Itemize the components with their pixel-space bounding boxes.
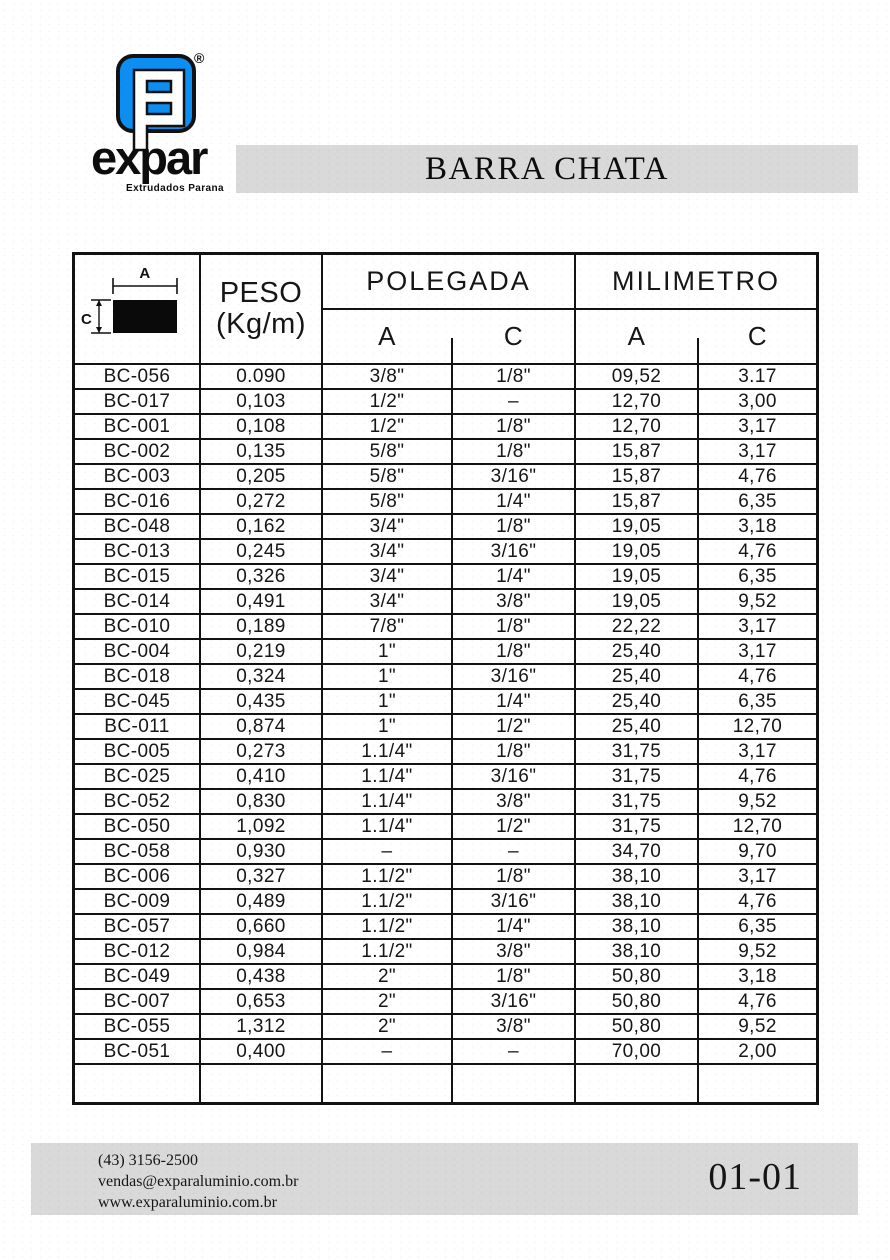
table-cell-r25-c2: 2" — [323, 990, 451, 1013]
table-cell-r6-c0: BC-048 — [75, 515, 199, 538]
spec-table — [72, 252, 819, 1105]
table-cell-r13-c1: 0,435 — [201, 690, 321, 713]
brand-tagline: Extrudados Parana — [126, 183, 224, 194]
table-cell-r3-c5: 3,17 — [699, 440, 816, 463]
table-cell-r14-c3: 1/2" — [453, 715, 574, 738]
table-cell-r5-c2: 5/8" — [323, 490, 451, 513]
table-cell-r13-c0: BC-045 — [75, 690, 199, 713]
profile-diagram-cell — [75, 255, 199, 363]
table-cell-r24-c3: 1/8" — [453, 965, 574, 988]
table-cell-r4-c3: 3/16" — [453, 465, 574, 488]
table-cell-r26-c3: 3/8" — [453, 1015, 574, 1038]
table-cell-r19-c1: 0,930 — [201, 840, 321, 863]
table-cell-r27-c5: 2,00 — [699, 1040, 816, 1063]
table-cell-r21-c1: 0,489 — [201, 890, 321, 913]
table-cell-r9-c0: BC-014 — [75, 590, 199, 613]
table-cell-r11-c3: 1/8" — [453, 640, 574, 663]
table-cell-r4-c1: 0,205 — [201, 465, 321, 488]
table-cell-r7-c0: BC-013 — [75, 540, 199, 563]
table-cell-r2-c5: 3,17 — [699, 415, 816, 438]
page-number: 01-01 — [708, 1156, 802, 1198]
table-cell-r19-c5: 9,70 — [699, 840, 816, 863]
table-cell-r15-c4: 31,75 — [576, 740, 697, 763]
table-cell-r14-c4: 25,40 — [576, 715, 697, 738]
table-cell-r24-c4: 50,80 — [576, 965, 697, 988]
table-cell-r5-c0: BC-016 — [75, 490, 199, 513]
table-cell-r20-c5: 3,17 — [699, 865, 816, 888]
table-cell-r2-c2: 1/2" — [323, 415, 451, 438]
table-cell-r24-c2: 2" — [323, 965, 451, 988]
table-cell-r9-c1: 0,491 — [201, 590, 321, 613]
table-cell-r8-c5: 6,35 — [699, 565, 816, 588]
group-header-polegada: POLEGADA — [323, 255, 574, 308]
table-cell-r15-c0: BC-005 — [75, 740, 199, 763]
table-cell-r9-c2: 3/4" — [323, 590, 451, 613]
footer-website: www.exparaluminio.com.br — [98, 1194, 277, 1211]
table-cell-r7-c4: 19,05 — [576, 540, 697, 563]
table-cell-r10-c5: 3,17 — [699, 615, 816, 638]
table-cell-r8-c4: 19,05 — [576, 565, 697, 588]
table-cell-r4-c2: 5/8" — [323, 465, 451, 488]
table-cell-r1-c0: BC-017 — [75, 390, 199, 413]
table-cell-r27-c1: 0,400 — [201, 1040, 321, 1063]
table-cell-r13-c5: 6,35 — [699, 690, 816, 713]
flat-bar-profile-icon — [77, 258, 197, 360]
table-cell-r5-c5: 6,35 — [699, 490, 816, 513]
subheader-polegada-c: C — [503, 321, 524, 351]
table-cell-r4-c4: 15,87 — [576, 465, 697, 488]
table-cell-r4-c5: 4,76 — [699, 465, 816, 488]
table-cell-r22-c3: 1/4" — [453, 915, 574, 938]
table-cell-r23-c3: 3/8" — [453, 940, 574, 963]
table-cell-r22-c4: 38,10 — [576, 915, 697, 938]
table-cell-r10-c3: 1/8" — [453, 615, 574, 638]
table-cell-r25-c3: 3/16" — [453, 990, 574, 1013]
table-cell-r14-c2: 1" — [323, 715, 451, 738]
footer-bar — [31, 1143, 858, 1215]
table-cell-r19-c3: – — [453, 840, 574, 863]
table-cell-r24-c0: BC-049 — [75, 965, 199, 988]
table-cell-r20-c4: 38,10 — [576, 865, 697, 888]
table-cell-r24-c1: 0,438 — [201, 965, 321, 988]
table-cell-r15-c5: 3,17 — [699, 740, 816, 763]
table-cell-r18-c5: 12,70 — [699, 815, 816, 838]
table-empty-cell-c2 — [323, 1065, 451, 1102]
table-cell-r26-c5: 9,52 — [699, 1015, 816, 1038]
table-cell-r20-c1: 0,327 — [201, 865, 321, 888]
table-cell-r11-c0: BC-004 — [75, 640, 199, 663]
table-cell-r1-c2: 1/2" — [323, 390, 451, 413]
table-cell-r14-c5: 12,70 — [699, 715, 816, 738]
subheader-milimetro — [576, 310, 816, 363]
subheader-milimetro-c: C — [747, 321, 768, 351]
table-cell-r25-c4: 50,80 — [576, 990, 697, 1013]
group-header-milimetro: MILIMETRO — [576, 255, 816, 308]
table-cell-r27-c3: – — [453, 1040, 574, 1063]
table-cell-r24-c5: 3,18 — [699, 965, 816, 988]
registered-trademark-icon: ® — [194, 50, 205, 66]
table-cell-r11-c1: 0,219 — [201, 640, 321, 663]
contact-block — [98, 1150, 298, 1213]
table-cell-r10-c1: 0,189 — [201, 615, 321, 638]
table-cell-r16-c4: 31,75 — [576, 765, 697, 788]
table-cell-r26-c4: 50,80 — [576, 1015, 697, 1038]
table-cell-r17-c0: BC-052 — [75, 790, 199, 813]
table-cell-r21-c5: 4,76 — [699, 890, 816, 913]
table-cell-r7-c3: 3/16" — [453, 540, 574, 563]
table-cell-r25-c0: BC-007 — [75, 990, 199, 1013]
table-cell-r0-c1: 0.090 — [201, 365, 321, 388]
table-cell-r6-c5: 3,18 — [699, 515, 816, 538]
table-cell-r20-c0: BC-006 — [75, 865, 199, 888]
table-cell-r2-c0: BC-001 — [75, 415, 199, 438]
table-cell-r19-c4: 34,70 — [576, 840, 697, 863]
table-empty-cell-c4 — [576, 1065, 697, 1102]
table-cell-r27-c4: 70,00 — [576, 1040, 697, 1063]
subheader-divider-tick — [451, 338, 453, 363]
diagram-height-label: C — [81, 311, 93, 328]
diagram-width-label: A — [139, 265, 151, 282]
page-title: BARRA CHATA — [425, 150, 669, 187]
table-cell-r21-c3: 3/16" — [453, 890, 574, 913]
table-cell-r20-c2: 1.1/2" — [323, 865, 451, 888]
table-cell-r3-c2: 5/8" — [323, 440, 451, 463]
table-cell-r14-c0: BC-011 — [75, 715, 199, 738]
table-cell-r16-c5: 4,76 — [699, 765, 816, 788]
table-cell-r9-c3: 3/8" — [453, 590, 574, 613]
table-cell-r16-c3: 3/16" — [453, 765, 574, 788]
table-cell-r13-c2: 1" — [323, 690, 451, 713]
table-cell-r17-c2: 1.1/4" — [323, 790, 451, 813]
table-cell-r18-c3: 1/2" — [453, 815, 574, 838]
peso-header-cell — [201, 255, 321, 363]
table-cell-r21-c2: 1.1/2" — [323, 890, 451, 913]
table-cell-r5-c1: 0,272 — [201, 490, 321, 513]
table-cell-r2-c1: 0,108 — [201, 415, 321, 438]
table-cell-r19-c0: BC-058 — [75, 840, 199, 863]
table-cell-r0-c4: 09,52 — [576, 365, 697, 388]
table-cell-r0-c2: 3/8" — [323, 365, 451, 388]
table-cell-r27-c2: – — [323, 1040, 451, 1063]
table-cell-r6-c1: 0,162 — [201, 515, 321, 538]
table-cell-r18-c2: 1.1/4" — [323, 815, 451, 838]
table-cell-r1-c1: 0,103 — [201, 390, 321, 413]
table-cell-r11-c4: 25,40 — [576, 640, 697, 663]
table-cell-r23-c4: 38,10 — [576, 940, 697, 963]
table-cell-r15-c2: 1.1/4" — [323, 740, 451, 763]
table-cell-r12-c2: 1" — [323, 665, 451, 688]
table-cell-r22-c5: 6,35 — [699, 915, 816, 938]
table-cell-r22-c2: 1.1/2" — [323, 915, 451, 938]
table-cell-r15-c1: 0,273 — [201, 740, 321, 763]
table-cell-r4-c0: BC-003 — [75, 465, 199, 488]
table-cell-r26-c2: 2" — [323, 1015, 451, 1038]
table-cell-r12-c3: 3/16" — [453, 665, 574, 688]
brand-wordmark: expar — [91, 131, 207, 184]
table-empty-cell-c3 — [453, 1065, 574, 1102]
table-cell-r13-c3: 1/4" — [453, 690, 574, 713]
table-cell-r23-c1: 0,984 — [201, 940, 321, 963]
table-empty-cell-c5 — [699, 1065, 816, 1102]
title-bar — [236, 145, 858, 193]
subheader-milimetro-a: A — [627, 321, 646, 351]
table-cell-r26-c1: 1,312 — [201, 1015, 321, 1038]
table-cell-r9-c4: 19,05 — [576, 590, 697, 613]
table-cell-r12-c0: BC-018 — [75, 665, 199, 688]
table-cell-r10-c4: 22,22 — [576, 615, 697, 638]
table-cell-r26-c0: BC-055 — [75, 1015, 199, 1038]
table-cell-r6-c2: 3/4" — [323, 515, 451, 538]
table-cell-r9-c5: 9,52 — [699, 590, 816, 613]
table-cell-r0-c0: BC-056 — [75, 365, 199, 388]
table-cell-r17-c3: 3/8" — [453, 790, 574, 813]
table-cell-r13-c4: 25,40 — [576, 690, 697, 713]
table-cell-r6-c3: 1/8" — [453, 515, 574, 538]
table-cell-r12-c5: 4,76 — [699, 665, 816, 688]
table-empty-cell-c1 — [201, 1065, 321, 1102]
peso-header-line1: PESO — [219, 276, 303, 309]
table-cell-r22-c1: 0,660 — [201, 915, 321, 938]
table-cell-r1-c5: 3,00 — [699, 390, 816, 413]
expar-logo — [0, 0, 260, 210]
table-cell-r3-c0: BC-002 — [75, 440, 199, 463]
table-cell-r1-c3: – — [453, 390, 574, 413]
table-cell-r17-c5: 9,52 — [699, 790, 816, 813]
table-cell-r17-c4: 31,75 — [576, 790, 697, 813]
table-cell-r18-c0: BC-050 — [75, 815, 199, 838]
table-cell-r12-c1: 0,324 — [201, 665, 321, 688]
table-cell-r14-c1: 0,874 — [201, 715, 321, 738]
table-cell-r10-c0: BC-010 — [75, 615, 199, 638]
table-cell-r22-c0: BC-057 — [75, 915, 199, 938]
table-cell-r10-c2: 7/8" — [323, 615, 451, 638]
table-cell-r0-c3: 1/8" — [453, 365, 574, 388]
table-cell-r7-c5: 4,76 — [699, 540, 816, 563]
table-cell-r0-c5: 3.17 — [699, 365, 816, 388]
table-cell-r17-c1: 0,830 — [201, 790, 321, 813]
table-cell-r12-c4: 25,40 — [576, 665, 697, 688]
table-cell-r16-c1: 0,410 — [201, 765, 321, 788]
footer-email: vendas@exparaluminio.com.br — [98, 1173, 299, 1190]
table-cell-r16-c2: 1.1/4" — [323, 765, 451, 788]
table-cell-r27-c0: BC-051 — [75, 1040, 199, 1063]
table-cell-r8-c3: 1/4" — [453, 565, 574, 588]
table-empty-cell-c0 — [75, 1065, 199, 1102]
table-cell-r7-c1: 0,245 — [201, 540, 321, 563]
table-cell-r7-c2: 3/4" — [323, 540, 451, 563]
table-cell-r19-c2: – — [323, 840, 451, 863]
table-cell-r18-c4: 31,75 — [576, 815, 697, 838]
table-cell-r16-c0: BC-025 — [75, 765, 199, 788]
table-cell-r8-c1: 0,326 — [201, 565, 321, 588]
table-cell-r3-c4: 15,87 — [576, 440, 697, 463]
table-cell-r3-c3: 1/8" — [453, 440, 574, 463]
table-cell-r2-c4: 12,70 — [576, 415, 697, 438]
table-cell-r5-c4: 15,87 — [576, 490, 697, 513]
table-cell-r6-c4: 19,05 — [576, 515, 697, 538]
table-cell-r1-c4: 12,70 — [576, 390, 697, 413]
subheader-polegada-a: A — [378, 321, 396, 351]
table-cell-r25-c5: 4,76 — [699, 990, 816, 1013]
table-cell-r23-c5: 9,52 — [699, 940, 816, 963]
table-cell-r3-c1: 0,135 — [201, 440, 321, 463]
table-cell-r25-c1: 0,653 — [201, 990, 321, 1013]
table-cell-r21-c4: 38,10 — [576, 890, 697, 913]
subheader-polegada — [323, 310, 574, 363]
table-cell-r20-c3: 1/8" — [453, 865, 574, 888]
table-cell-r2-c3: 1/8" — [453, 415, 574, 438]
footer-phone: (43) 3156-2500 — [98, 1152, 198, 1169]
table-cell-r5-c3: 1/4" — [453, 490, 574, 513]
table-cell-r11-c5: 3,17 — [699, 640, 816, 663]
table-cell-r23-c2: 1.1/2" — [323, 940, 451, 963]
table-cell-r21-c0: BC-009 — [75, 890, 199, 913]
peso-header-line2: (Kg/m) — [216, 308, 306, 340]
table-cell-r15-c3: 1/8" — [453, 740, 574, 763]
table-cell-r11-c2: 1" — [323, 640, 451, 663]
subheader-divider-tick — [697, 338, 699, 363]
table-cell-r23-c0: BC-012 — [75, 940, 199, 963]
table-cell-r8-c0: BC-015 — [75, 565, 199, 588]
table-cell-r8-c2: 3/4" — [323, 565, 451, 588]
table-cell-r18-c1: 1,092 — [201, 815, 321, 838]
